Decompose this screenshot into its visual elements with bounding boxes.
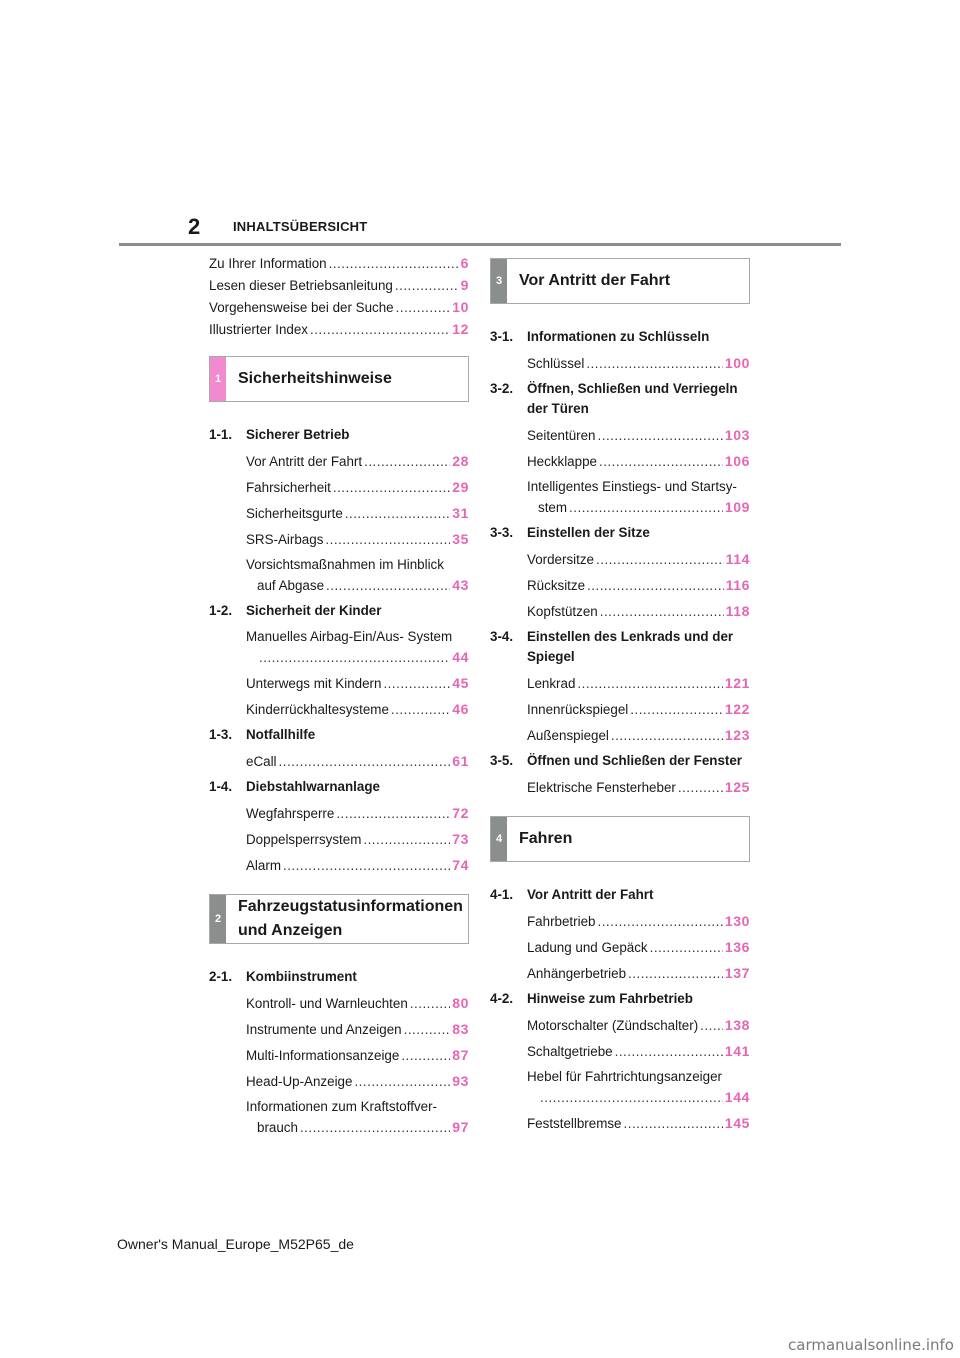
section-number: 1-1. [209, 427, 233, 442]
toc-entry[interactable] [246, 852, 469, 878]
dot-leader [395, 275, 459, 297]
toc-entry-label: Doppelsperrsystem [246, 831, 362, 847]
dot-leader [363, 830, 450, 850]
section-entries [490, 774, 750, 800]
toc-entry-label: brauch [257, 1119, 298, 1135]
dot-leader [586, 354, 723, 374]
toc-entry[interactable] [246, 624, 469, 670]
section-title: Sicherer Betrieb [246, 427, 350, 442]
toc-entry-label: Lenkrad [527, 675, 576, 691]
toc-entry[interactable] [246, 1068, 469, 1094]
dot-leader [611, 726, 723, 746]
page-link[interactable]: 83 [452, 1020, 469, 1037]
toc-entry-label-line1: Informationen zum Kraftstoffver- [246, 1098, 438, 1114]
toc-entry-label: Vordersitze [527, 551, 594, 567]
watermark-text: carmanualsonline.info [788, 1336, 954, 1354]
page-link[interactable]: 45 [452, 674, 469, 691]
toc-entry[interactable] [527, 1064, 750, 1110]
page-link[interactable]: 100 [724, 354, 750, 371]
footer-text: Owner's Manual_Europe_M52P65_de [117, 1236, 354, 1252]
dot-leader [333, 478, 450, 498]
section-title: Hinweise zum Fahrbetrieb [527, 991, 693, 1006]
chapter-heading[interactable] [490, 816, 750, 862]
toc-entry[interactable] [527, 474, 750, 520]
toc-entry-label: Sicherheitsgurte [246, 505, 343, 521]
page-link[interactable]: 97 [452, 1118, 469, 1135]
toc-section [209, 722, 469, 774]
dot-leader [391, 700, 450, 720]
toc-entry-label: Außenspiegel [527, 727, 609, 743]
toc-entry[interactable] [246, 1016, 469, 1042]
toc-entry[interactable] [527, 598, 750, 624]
toc-entry[interactable] [246, 448, 469, 474]
toc-section [490, 520, 750, 624]
dot-leader [329, 253, 459, 275]
toc-entry[interactable] [246, 526, 469, 552]
dot-leader [336, 804, 450, 824]
toc-entry[interactable] [246, 826, 469, 852]
section-number: 3-3. [490, 525, 514, 540]
toc-section [209, 964, 469, 1140]
section-entries [209, 990, 469, 1140]
toc-section [490, 748, 750, 800]
toc-entry[interactable] [246, 500, 469, 526]
section-number: 1-3. [209, 727, 233, 742]
chapter-title: Sicherheitshinweise [238, 370, 392, 387]
page-link[interactable]: 118 [725, 602, 750, 619]
chapter-title-line2: und Anzeigen [238, 922, 343, 939]
chapter-heading[interactable] [490, 258, 750, 304]
page-link[interactable]: 136 [724, 938, 750, 955]
dot-leader [326, 576, 450, 596]
toc-entry-label: Head-Up-Anzeige [246, 1073, 353, 1089]
dot-leader [650, 938, 723, 958]
toc-entry-label: Vor Antritt der Fahrt [246, 453, 363, 469]
toc-entry[interactable] [527, 774, 750, 800]
page-link[interactable]: 74 [452, 856, 469, 873]
section-entries [209, 448, 469, 598]
section-heading[interactable] [209, 964, 469, 990]
toc-entry-label-line1: Intelligentes Einstiegs- und Startsy- [527, 478, 737, 494]
toc-entry-label: Motorschalter (Zündschalter) [527, 1017, 699, 1033]
toc-entry-label: Unterwegs mit Kindern [246, 675, 382, 691]
section-number: 4-1. [490, 887, 514, 902]
toc-section [490, 986, 750, 1136]
toc-entry[interactable] [209, 274, 469, 296]
section-heading[interactable] [209, 774, 469, 800]
toc-entry[interactable] [527, 696, 750, 722]
section-title: Diebstahlwarnanlage [246, 779, 380, 794]
toc-entry[interactable] [527, 908, 750, 934]
page-link[interactable]: 80 [452, 994, 469, 1011]
page-link[interactable]: 9 [460, 277, 469, 293]
section-entries [209, 800, 469, 878]
page-link[interactable]: 46 [452, 700, 469, 717]
chapter-title: Vor Antritt der Fahrt [519, 272, 671, 289]
dot-leader [569, 498, 723, 518]
toc-entry-label: Anhängerbetrieb [527, 965, 627, 981]
chapter-title [226, 893, 465, 945]
dot-leader [624, 1114, 723, 1134]
page-link[interactable]: 61 [452, 752, 469, 769]
toc-entry[interactable] [246, 1094, 469, 1140]
toc-entry[interactable] [527, 572, 750, 598]
toc-entry-label: Feststellbremse [527, 1115, 622, 1131]
dot-leader [310, 319, 450, 341]
page-link[interactable]: 10 [452, 299, 469, 315]
toc-entry-label: Heckklappe [527, 453, 597, 469]
dot-leader [599, 452, 723, 472]
dot-leader [577, 674, 722, 694]
toc-entry-label-line1: Manuelles Airbag-Ein/Aus- System [246, 628, 453, 644]
page-link[interactable]: 29 [452, 478, 469, 495]
dot-leader [596, 550, 724, 570]
page-link[interactable]: 43 [452, 576, 469, 593]
page-link[interactable]: 87 [452, 1046, 469, 1063]
toc-entry-label: eCall [246, 753, 277, 769]
toc-entry[interactable] [246, 1042, 469, 1068]
section-entries [490, 908, 750, 986]
dot-leader [325, 530, 450, 550]
toc-entry[interactable] [527, 934, 750, 960]
section-heading[interactable] [490, 748, 750, 774]
toc-entry-label: stem [538, 499, 568, 515]
section-title: Öffnen, Schließen und Verriegeln der Türen [527, 381, 738, 416]
toc-entry[interactable] [527, 722, 750, 748]
toc-column-left [209, 252, 469, 1140]
toc-entry-label-line1: Vorsichtsmaßnahmen im Hinblick [246, 556, 444, 572]
toc-entry-label: Vorgehensweise bei der Suche [209, 300, 394, 315]
section-title: Einstellen der Sitze [527, 525, 650, 540]
section-heading[interactable] [490, 986, 750, 1012]
toc-entry-label: Fahrbetrieb [527, 913, 596, 929]
section-entries [490, 422, 750, 520]
dot-leader [300, 1118, 450, 1138]
page-link[interactable]: 145 [724, 1114, 750, 1131]
toc-entry-label: auf Abgase [257, 577, 325, 593]
section-heading[interactable] [209, 722, 469, 748]
dot-leader [401, 1046, 450, 1066]
section-entries [490, 670, 750, 748]
section-heading[interactable] [209, 598, 469, 624]
dot-leader [600, 602, 724, 622]
page-link[interactable]: 35 [452, 530, 469, 547]
page-link[interactable]: 73 [452, 830, 469, 847]
toc-section [209, 598, 469, 722]
page-number: 2 [188, 214, 201, 239]
chapter-title: Fahren [519, 830, 573, 847]
toc-entry[interactable] [246, 990, 469, 1016]
dot-leader [364, 452, 450, 472]
page-link[interactable]: 31 [452, 504, 469, 521]
toc-entry-label: Wegfahrsperre [246, 805, 335, 821]
toc-section [209, 422, 469, 598]
toc-section [490, 324, 750, 376]
section-number: 3-5. [490, 753, 514, 768]
toc-entry-label: SRS-Airbags [246, 531, 324, 547]
dot-leader [678, 778, 723, 798]
toc-entry-label: Kopfstützen [527, 603, 598, 619]
dot-leader [540, 1088, 723, 1108]
section-title: Notfallhilfe [246, 727, 316, 742]
section-number: 1-4. [209, 779, 233, 794]
section-number: 2-1. [209, 969, 233, 984]
section-heading[interactable] [490, 324, 750, 350]
toc-entry-label: Schlüssel [527, 355, 585, 371]
chapter-number-tab: 4 [491, 817, 507, 861]
page-link[interactable]: 109 [724, 498, 750, 515]
dot-leader [283, 856, 450, 876]
page-header-title: INHALTSÜBERSICHT [233, 219, 368, 234]
dot-leader [383, 674, 450, 694]
toc-entry-label: Seitentüren [527, 427, 596, 443]
section-heading[interactable] [490, 624, 750, 670]
toc-entry[interactable] [246, 696, 469, 722]
dot-leader [615, 1042, 723, 1062]
toc-section [209, 774, 469, 878]
toc-entry[interactable] [246, 800, 469, 826]
toc-entry[interactable] [246, 748, 469, 774]
dot-leader [259, 648, 450, 668]
toc-entry-label-line1: Hebel für Fahrtrichtungsanzeiger [527, 1068, 723, 1084]
page-link[interactable]: 138 [724, 1016, 750, 1033]
toc-entry[interactable] [209, 296, 469, 318]
chapter-number-tab: 2 [210, 895, 226, 943]
chapter-heading[interactable] [209, 894, 469, 944]
toc-entry[interactable] [527, 422, 750, 448]
toc-entry[interactable] [246, 474, 469, 500]
page-link[interactable]: 28 [452, 452, 469, 469]
toc-entry[interactable] [527, 1038, 750, 1064]
section-number: 3-4. [490, 629, 514, 644]
dot-leader [700, 1016, 723, 1036]
page-link[interactable]: 123 [724, 726, 750, 743]
page-link[interactable]: 116 [725, 576, 750, 593]
toc-entry[interactable] [209, 252, 469, 274]
section-entries [209, 748, 469, 774]
toc-section [490, 882, 750, 986]
page-link[interactable]: 103 [724, 426, 750, 443]
page-link[interactable]: 6 [460, 255, 469, 271]
dot-leader [598, 426, 723, 446]
dot-leader [354, 1072, 450, 1092]
page-link[interactable]: 141 [724, 1042, 750, 1059]
section-number: 3-2. [490, 381, 514, 396]
toc-entry[interactable] [527, 546, 750, 572]
toc-entry[interactable] [209, 318, 469, 340]
page-link[interactable]: 106 [724, 452, 750, 469]
page-link[interactable]: 122 [724, 700, 750, 717]
header-divider [119, 243, 841, 246]
section-title: Vor Antritt der Fahrt [527, 887, 654, 902]
section-entries [490, 546, 750, 624]
toc-entry-label: Kontroll- und Warnleuchten [246, 995, 408, 1011]
toc-entry-label: Lesen dieser Betriebsanleitung [209, 278, 393, 293]
section-title: Einstellen des Lenkrads und der Spiegel [527, 629, 734, 664]
toc-entry-label: Alarm [246, 857, 281, 873]
page-link[interactable]: 12 [452, 321, 469, 337]
toc-entry[interactable] [527, 350, 750, 376]
toc-entry-label: Ladung und Gepäck [527, 939, 648, 955]
chapter-number-tab: 3 [491, 259, 507, 303]
toc-entry[interactable] [527, 960, 750, 986]
toc-entry-label: Fahrsicherheit [246, 479, 331, 495]
dot-leader [628, 964, 723, 984]
toc-column-right [490, 252, 750, 1136]
section-title: Kombiinstrument [246, 969, 357, 984]
dot-leader [597, 912, 722, 932]
dot-leader [396, 297, 451, 319]
dot-leader [587, 576, 724, 596]
toc-entry[interactable] [527, 1110, 750, 1136]
toc-entry-label: Innenrückspiegel [527, 701, 629, 717]
chapter-heading[interactable] [209, 356, 469, 402]
toc-entry-label: Illustrierter Index [209, 322, 308, 337]
page-link[interactable]: 121 [724, 674, 750, 691]
section-entries [490, 350, 750, 376]
toc-entry[interactable] [527, 1012, 750, 1038]
dot-leader [410, 994, 450, 1014]
toc-entry[interactable] [527, 670, 750, 696]
toc-entry-label: Multi-Informationsanzeige [246, 1047, 400, 1063]
dot-leader [630, 700, 723, 720]
toc-entry-label: Schaltgetriebe [527, 1043, 613, 1059]
section-heading[interactable] [490, 882, 750, 908]
dot-leader [345, 504, 450, 524]
page-link[interactable]: 144 [724, 1088, 750, 1105]
toc-entry[interactable] [527, 448, 750, 474]
page-link[interactable]: 93 [452, 1072, 469, 1089]
section-entries [490, 1012, 750, 1136]
page-link[interactable]: 130 [724, 912, 750, 929]
page-link[interactable]: 137 [724, 964, 750, 981]
toc-entry-label: Rücksitze [527, 577, 586, 593]
page-link[interactable]: 125 [724, 778, 750, 795]
toc-entry-label: Kinderrückhaltesysteme [246, 701, 389, 717]
section-number: 4-2. [490, 991, 514, 1006]
section-heading[interactable] [490, 520, 750, 546]
section-heading[interactable] [209, 422, 469, 448]
section-heading[interactable] [490, 376, 750, 422]
page-link[interactable]: 114 [725, 550, 750, 567]
toc-entry[interactable] [246, 552, 469, 598]
chapter-number-tab: 1 [210, 357, 226, 401]
section-entries [209, 624, 469, 722]
intro-list [209, 252, 469, 340]
section-number: 1-2. [209, 603, 233, 618]
toc-entry-label: Zu Ihrer Information [209, 256, 327, 271]
toc-entry-label: Instrumente und Anzeigen [246, 1021, 402, 1037]
toc-section [490, 376, 750, 520]
section-number: 3-1. [490, 329, 514, 344]
section-title: Informationen zu Schlüsseln [527, 329, 710, 344]
dot-leader [404, 1020, 451, 1040]
section-title: Öffnen und Schließen der Fenster [527, 753, 743, 768]
toc-entry[interactable] [246, 670, 469, 696]
toc-entry-label: Elektrische Fensterheber [527, 779, 676, 795]
toc-section [490, 624, 750, 748]
dot-leader [279, 752, 451, 772]
section-title: Sicherheit der Kinder [246, 603, 382, 618]
page-link[interactable]: 44 [452, 648, 469, 665]
chapter-title-line1: Fahrzeugstatusinformationen [238, 898, 463, 915]
page-link[interactable]: 72 [452, 804, 469, 821]
